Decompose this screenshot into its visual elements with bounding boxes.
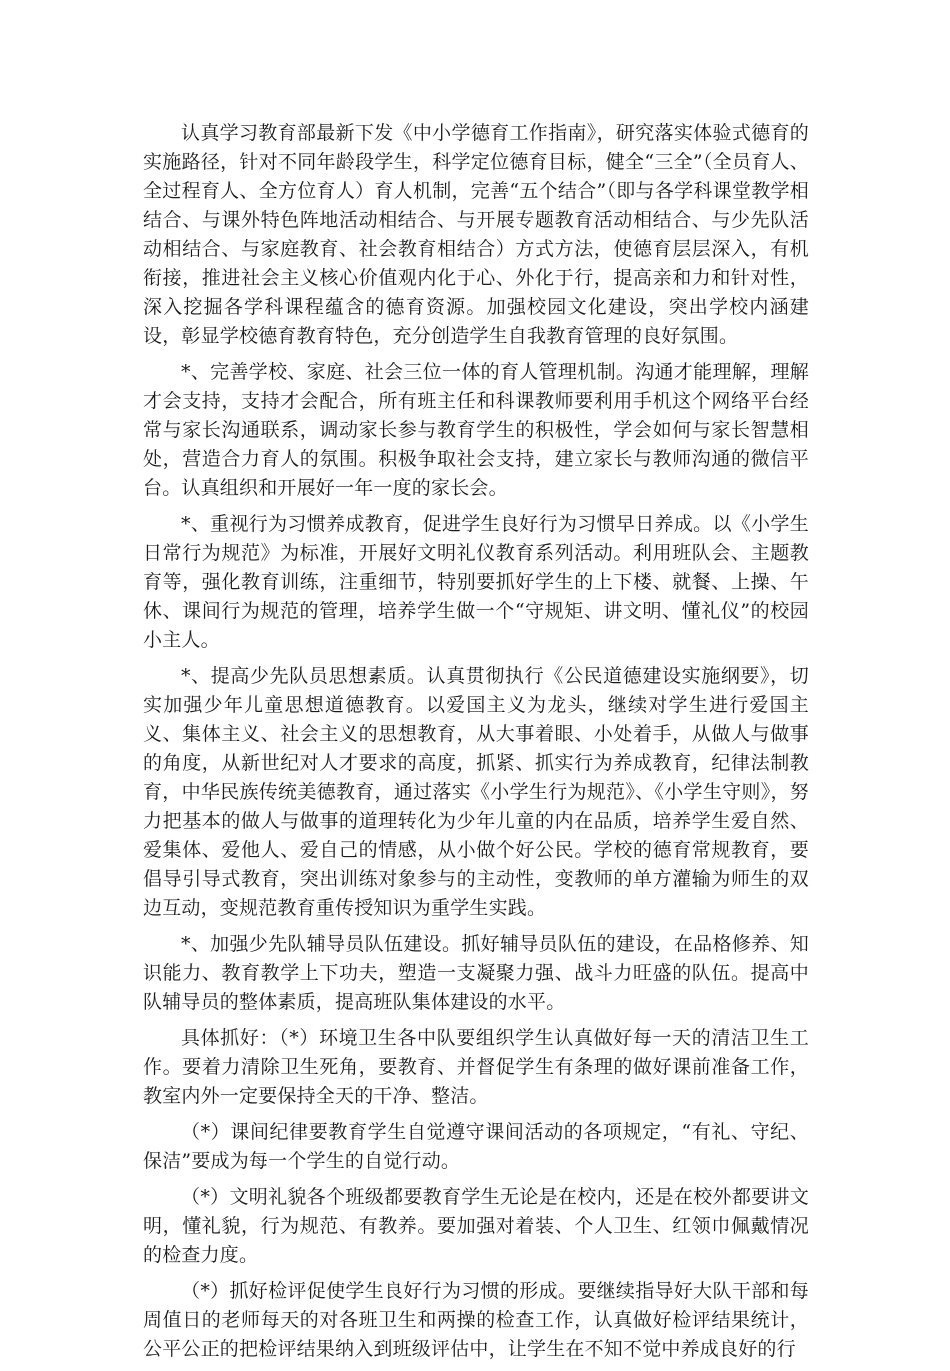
paragraph-recess-discipline: （*）课间纪律要教育学生自觉遵守课间活动的各项规定，“有礼、守纪、保洁”要成为每一个学生的自觉行动。 (143, 1121, 809, 1172)
paragraph-young-pioneers: *、提高少先队员思想素质。认真贯彻执行《公民道德建设实施纲要》，切实加强少年儿童思想道德教育。以爱国主义为龙头，继续对学生进行爱国主义、集体主义、社会主义的思想教育，从大事着眼、小处着手，从做人与做事的角度，从新世纪对人才要求的高度，抓紧、抓实行为养成教育，纪律法制教育，中华民族传统美德教育，通过落实《小学生行为规范》、《小学生守则》，努力把基本的做人与做事的道理转化为少年儿童的内在品质，培养学生爱自然、爱集体、爱他人、爱自己的情感，从小做个好公民。学校的德育常规教育，要倡导引导式教育，突出训练对象参与的主动性，变教师的单方灌输为师生的双边互动，变规范教育重传授知识为重学生实践。 (143, 665, 809, 919)
document-body (143, 119, 809, 1371)
paragraph-counselor-team: *、加强少先队辅导员队伍建设。抓好辅导员队伍的建设，在品格修养、知识能力、教育教学上下功夫，塑造一支凝聚力强、战斗力旺盛的队伍。提高中队辅导员的整体素质，提高班队集体建设的水平。 (143, 933, 809, 1013)
paragraph-courtesy: （*）文明礼貌各个班级都要教育学生无论是在校内，还是在校外都要讲文明，懂礼貌，行为规范、有教养。要加强对着装、个人卫生、红领巾佩戴情况的检查力度。 (143, 1186, 809, 1266)
paragraph-intro: 认真学习教育部最新下发《中小学德育工作指南》，研究落实体验式德育的实施路径，针对不同年龄段学生，科学定位德育目标，健全“三全”（全员育人、全过程育人、全方位育人）育人机制，完善“五个结合”（即与各学科课堂教学相结合、与课外特色阵地活动相结合、与开展专题教育活动相结合、与少先队活动相结合、与家庭教育、社会教育相结合）方式方法，使德育层层深入，有机衔接，推进社会主义核心价值观内化于心、外化于行，提高亲和力和针对性，深入挖掘各学科课程蕴含的德育资源。加强校园文化建设，突出学校内涵建设，彰显学校德育教育特色，充分创造学生自我教育管理的良好氛围。 (143, 122, 809, 347)
paragraph-home-school: *、完善学校、家庭、社会三位一体的育人管理机制。沟通才能理解，理解才会支持，支持才会配合，所有班主任和科课教师要利用手机这个网络平台经常与家长沟通联系，调动家长参与教育学生的积极性，学会如何与家长智慧相处，营造合力育人的氛围。积极争取社会支持，建立家长与教师沟通的微信平台。认真组织和开展好一年一度的家长会。 (143, 361, 809, 499)
paragraph-behavior-habits: *、重视行为习惯养成教育，促进学生良好行为习惯早日养成。以《小学生日常行为规范》为标准，开展好文明礼仪教育系列活动。利用班队会、主题教育等，强化教育训练，注重细节，特别要抓好学生的上下楼、就餐、上操、午休、课间行为规范的管理，培养学生做一个“守规矩、讲文明、懂礼仪”的校园小主人。 (143, 513, 809, 651)
paragraph-hygiene: 具体抓好：（*）环境卫生各中队要组织学生认真做好每一天的清洁卫生工作。要着力清除卫生死角，要教育、并督促学生有条理的做好课前准备工作，教室内外一定要保持全天的干净、整洁。 (143, 1027, 809, 1107)
paragraph-inspection: （*）抓好检评促使学生良好行为习惯的形成。要继续指导好大队干部和每周值日的老师每天的对各班卫生和两操的检查工作，认真做好检评结果统计，公平公正的把检评结果纳入到班级评估中，让学生在不知不觉中养成良好的行 (143, 1280, 809, 1360)
